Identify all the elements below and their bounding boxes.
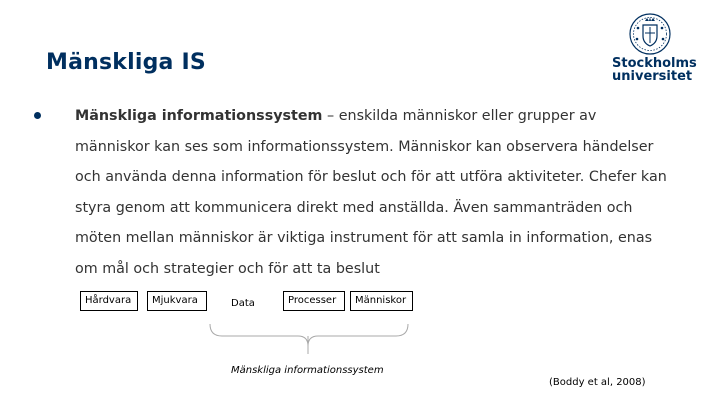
component-boxes — [80, 291, 420, 313]
bullet-lead: Mänskliga informationssystem — [75, 108, 323, 124]
grouping-brace — [200, 322, 420, 358]
component-box-software: Mjukvara — [147, 291, 207, 311]
bullet-icon — [34, 112, 41, 119]
university-crest-icon — [628, 12, 672, 56]
university-logo — [612, 12, 697, 84]
logo-text-line1: Stockholms — [612, 56, 697, 71]
diagram-caption: Mänskliga informationssystem — [231, 365, 384, 376]
logo-text-line2: universitet — [612, 69, 693, 84]
bullet-paragraph — [75, 101, 675, 284]
component-box-processes: Processer — [283, 291, 345, 311]
component-box-data: Data — [231, 298, 255, 309]
component-box-people: Människor — [350, 291, 413, 311]
bullet-text: – enskilda människor eller grupper av människor kan ses som informationssystem. Människor kan observera händelser och använda denna information för beslut och för att utföra aktiviteter. Chefer kan styra genom att kommunicera direkt med anställda. Även sammanträden och möten mellan människor är viktiga instrument för att samla in information, enas om mål och strategier och för att ta beslut — [75, 108, 667, 277]
citation: (Boddy et al, 2008) — [549, 377, 646, 388]
component-box-hardware: Hårdvara — [80, 291, 138, 311]
slide-title: Mänskliga IS — [46, 50, 206, 75]
